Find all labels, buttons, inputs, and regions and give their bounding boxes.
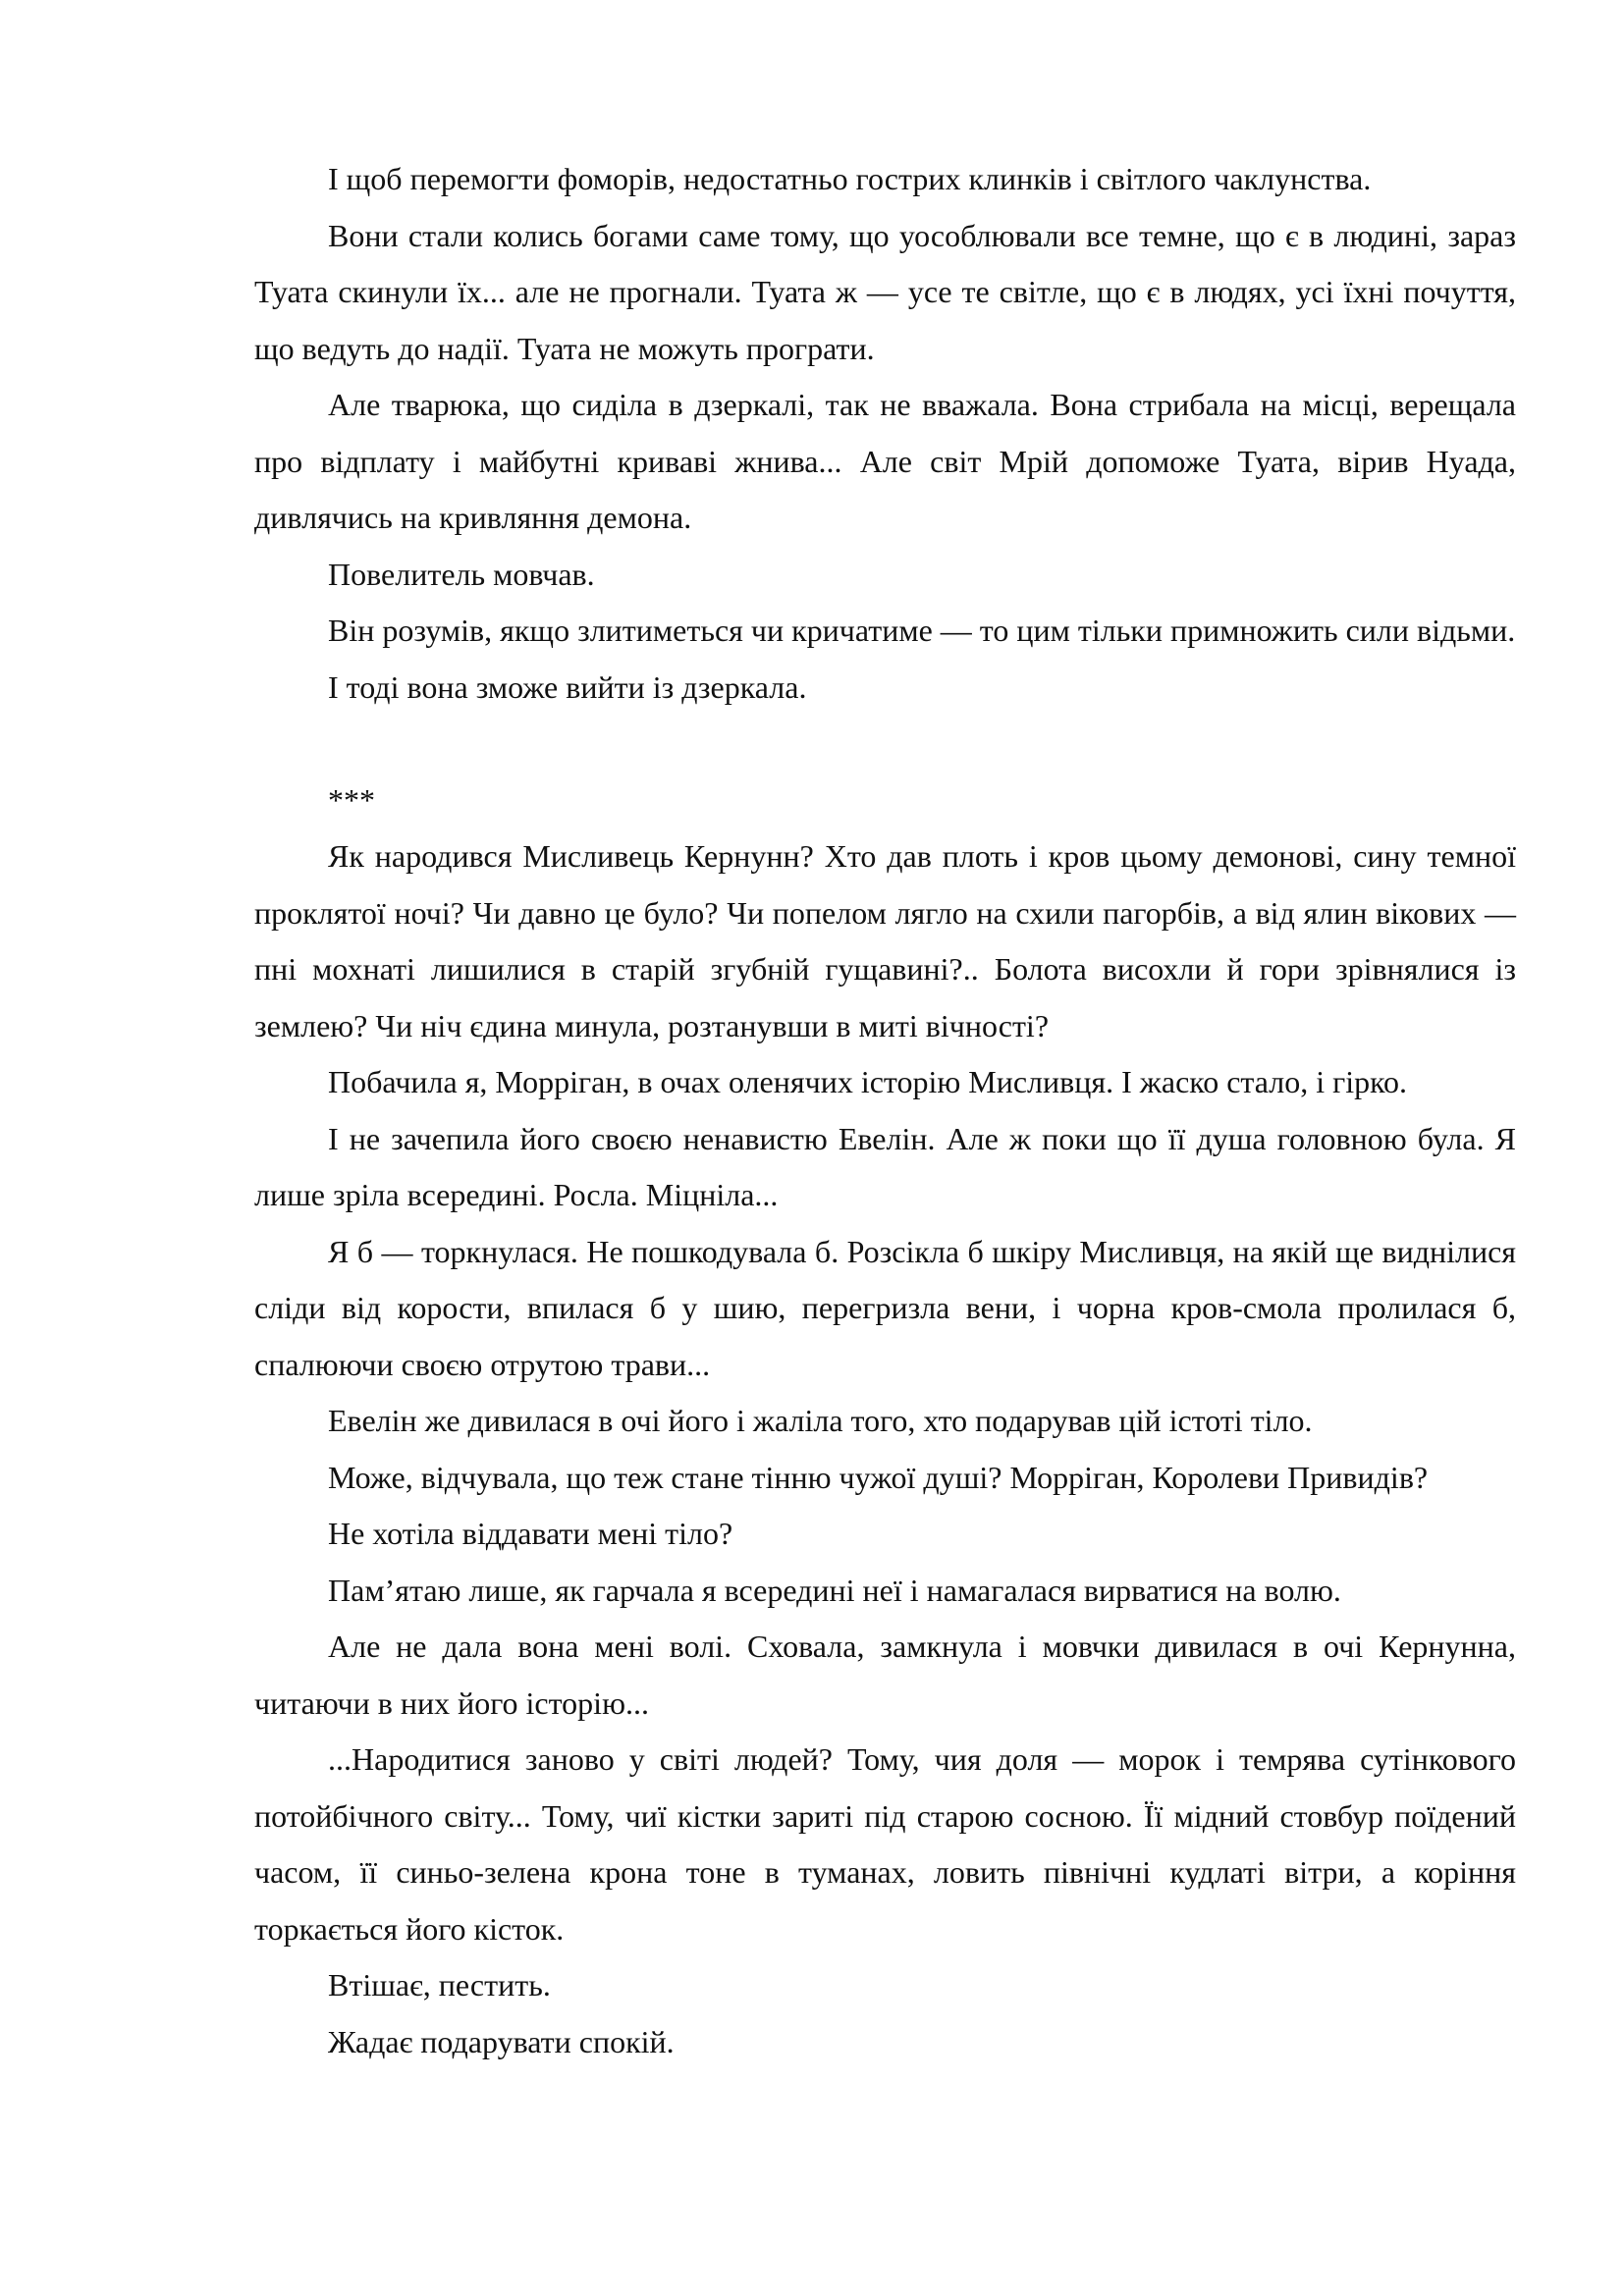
- section-separator: ***: [328, 781, 375, 818]
- paragraph: Жадає подарувати спокій.: [328, 2023, 675, 2059]
- paragraph: Я б — торкнулася. Не пошкодувала б. Розсікла б шкіру Мисливця, на якій ще виднілися сліди від корости, впилася б у шию, перегризла вени, і чорна кров-смола пролилася б, спалюючи своєю отрутою трави...: [254, 1233, 1516, 1382]
- paragraph: Вони стали колись богами саме тому, що уособлювали все темне, що є в людині, зараз Туата скинули їх... але не прогнали. Туата ж — усе те світле, що є в людях, усі їхні почуття, що ведуть до надії. Туата не можуть програти.: [254, 217, 1516, 366]
- paragraph: І тоді вона зможе вийти із дзеркала.: [328, 668, 807, 705]
- paragraph: Пам’ятаю лише, як гарчала я всередині неї і намагалася вирватися на волю.: [328, 1572, 1341, 1608]
- paragraph: Але тварюка, що сиділа в дзеркалі, так не вважала. Вона стрибала на місці, верещала про відплату і майбутні криваві жнива... Але світ Мрій допоможе Туата, вірив Нуада, дивлячись на кривляння демона.: [254, 387, 1516, 535]
- paragraph: Може, відчувала, що теж стане тінню чужої душі? Морріган, Королеви Привидів?: [328, 1459, 1429, 1495]
- document-body: [254, 151, 1516, 2070]
- paragraph: Як народився Мисливець Кернунн? Хто дав плоть і кров цьому демонові, сину темної проклятої ночі? Чи давно це було? Чи попелом лягло на схили пагорбів, а від ялин вікових — пні мохнаті лишилися в старій згубній гущавині?.. Болота висохли й гори зрівнялися із землею? Чи ніч єдина минула, розтанувши в миті вічності?: [254, 838, 1516, 1043]
- paragraph: І не зачепила його своєю ненавистю Евелін. Але ж поки що її душа головною була. Я лише зріла всередині. Росла. Міцніла...: [254, 1120, 1516, 1212]
- paragraph: ...Народитися заново у світі людей? Тому, чия доля — морок і темрява сутінкового потойбічного світу... Тому, чиї кістки зариті під старою сосною. Її мідний стовбур поїдений часом, її синьо-зелена крона тоне в туманах, ловить північні кудлаті вітри, а коріння торкається його кісток.: [254, 1741, 1516, 1947]
- section-gap: [254, 716, 1516, 773]
- paragraph: Евелін же дивилася в очі його і жаліла того, хто подарував цій істоті тіло.: [328, 1403, 1313, 1438]
- paragraph: Втішає, пестить.: [328, 1967, 551, 2002]
- paragraph: Не хотіла віддавати мені тіло?: [328, 1516, 733, 1551]
- paragraph: Він розумів, якщо злитиметься чи кричатиме — то цим тільки примножить сили відьми.: [328, 613, 1516, 648]
- paragraph: Повелитель мовчав.: [328, 556, 595, 592]
- paragraph: Побачила я, Морріган, в очах оленячих історію Мисливця. І жаско стало, і гірко.: [328, 1064, 1408, 1099]
- paragraph: І щоб перемогти фоморів, недостатньо гострих клинків і світлого чаклунства.: [328, 161, 1372, 196]
- paragraph: Але не дала вона мені волі. Сховала, замкнула і мовчки дивилася в очі Кернунна, читаючи в них його історію...: [254, 1629, 1516, 1721]
